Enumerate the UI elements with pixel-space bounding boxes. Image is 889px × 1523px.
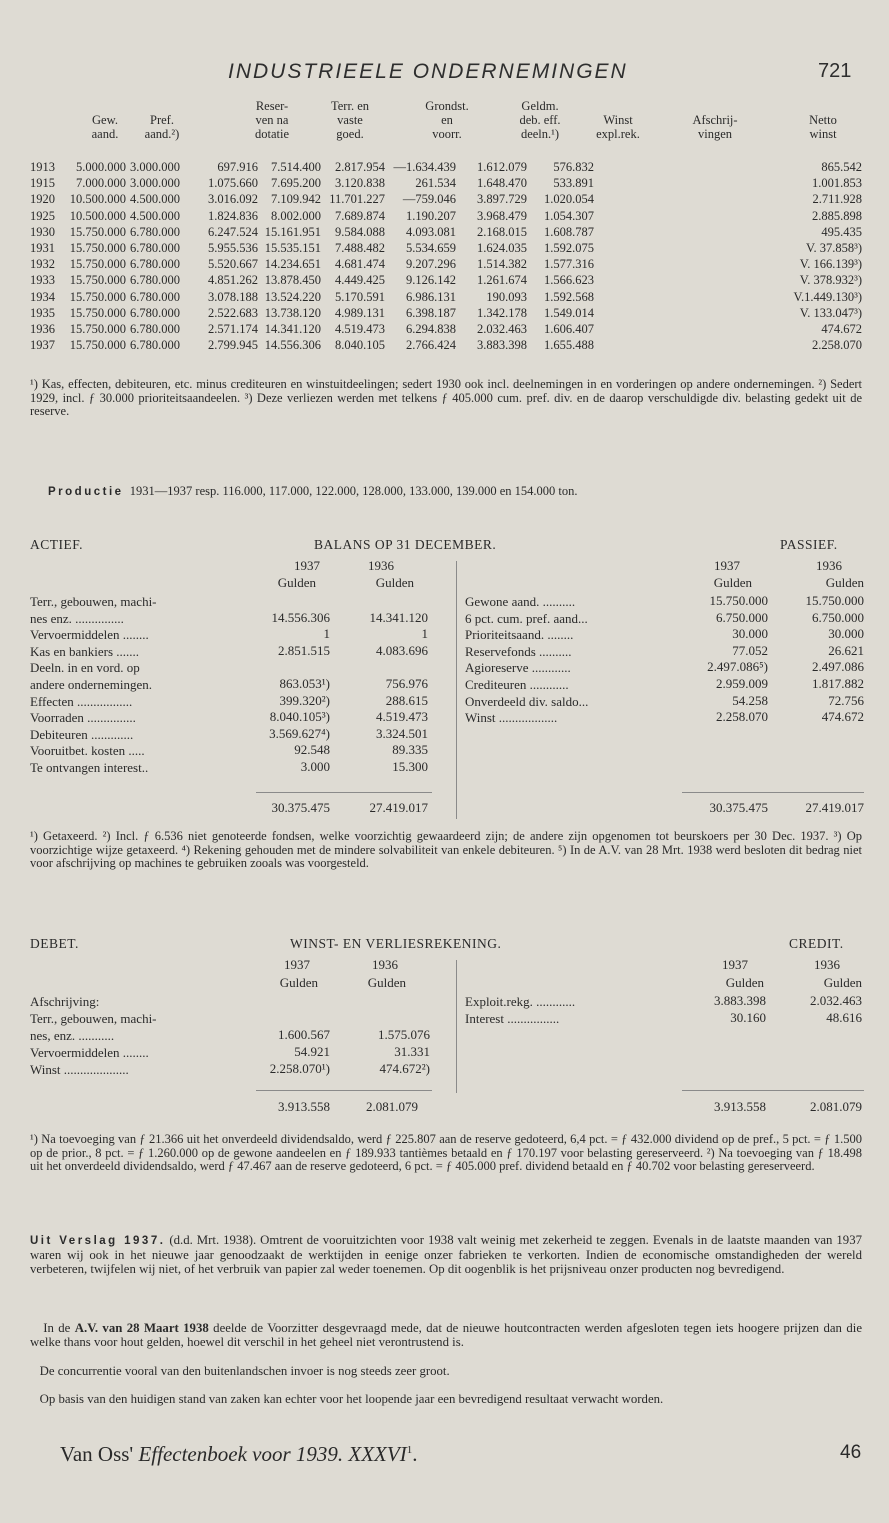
balance-label: Terr., gebouwen, machi- xyxy=(30,594,157,609)
column-header: Netto xyxy=(809,113,837,127)
report-text-2: deelde de Voorzitter desgevraagd mede, dat de nieuwe houtcontracten werden afgesloten tegen iets hoogere prijzen dan die welke thans voor hout gelden, hoewel dit verschil in het geheel niet verontrustend is. xyxy=(30,1321,862,1350)
pl-label: Terr., gebouwen, machi- xyxy=(30,1011,157,1026)
table-cell: 7.488.482 xyxy=(335,241,385,255)
year-cell: 1934 xyxy=(30,289,55,304)
column-subheader: Gulden xyxy=(825,575,864,590)
column-subheader: Gulden xyxy=(725,975,764,990)
table-cell: 7.689.874 xyxy=(335,208,385,223)
footer-page-number: 46 xyxy=(840,1442,862,1463)
column-header: en xyxy=(441,113,453,127)
table-cell: 1.608.787 xyxy=(544,224,594,239)
balance-value: 15.300 xyxy=(392,759,428,774)
balance-value: 15.750.000 xyxy=(805,593,864,608)
production-line xyxy=(48,484,577,499)
column-header: ven na xyxy=(255,113,289,127)
debet-heading: DEBET. xyxy=(30,936,79,951)
table-cell: 697.916 xyxy=(217,160,258,174)
table-cell: 2.032.463 xyxy=(477,322,527,336)
table-cell: 8.040.105 xyxy=(335,338,385,353)
column-header: expl.rek. xyxy=(596,127,640,141)
table-cell: 15.750.000 xyxy=(69,257,126,272)
balance-title: BALANS OP 31 DECEMBER. xyxy=(314,537,497,552)
table-cell: 4.449.425 xyxy=(335,273,385,288)
table-cell: 865.542 xyxy=(821,160,862,174)
footer-title: Effectenboek voor 1939. XXXVI xyxy=(138,1442,407,1466)
pl-value: 474.672²) xyxy=(379,1061,430,1076)
table-cell: 1.075.660 xyxy=(208,176,258,191)
column-header: Winst xyxy=(603,113,633,127)
table-cell: 10.500.000 xyxy=(69,192,126,207)
table-cell: V. 378.932³) xyxy=(799,273,862,288)
pl-label: Afschrijving: xyxy=(30,994,100,1009)
table-cell: 1.549.014 xyxy=(544,305,594,320)
report-paragraph-2 xyxy=(30,1321,862,1349)
report-lead: Uit Verslag 1937. xyxy=(30,1235,166,1247)
balance-value: 26.621 xyxy=(828,642,864,658)
report-text-1: (d.d. Mrt. 1938). Omtrent de vooruitzichten voor 1938 valt weinig met zekerheid te zeggen. Evenals in de laatste maanden van 1937 waren wij ook in het nieuwe jaar genoodzaakt de werktijden in eenige onzer fabrieken te verkorten. Indien de economische omstandigheden der wereld verbeteren, twijfelen wij niet, of het verbruik van papier zal weder toenemen. Op dit oogenblik is het prijsniveau onzer producten nog bevredigend. xyxy=(30,1233,862,1277)
column-header: vingen xyxy=(697,127,733,141)
table-cell: 3.968.479 xyxy=(477,208,527,223)
report-paragraph-1 xyxy=(30,1233,862,1277)
balance-value: 474.672 xyxy=(821,709,864,725)
table-cell: 15.161.951 xyxy=(264,224,321,239)
balance-label: Te ontvangen interest.. xyxy=(30,760,149,775)
production-text: 1931—1937 resp. 116.000, 117.000, 122.000, 128.000, 133.000, 139.000 en 154.000 ton. xyxy=(129,484,578,498)
report-text-2-pre: In de xyxy=(43,1321,71,1335)
balance-value: 1 xyxy=(323,626,330,642)
balance-value: 863.053¹) xyxy=(279,676,330,691)
pl-label: Exploit.rekg. ............ xyxy=(465,994,576,1009)
table-cell: 576.832 xyxy=(553,160,594,174)
column-subheader: Gulden xyxy=(279,975,318,990)
balance-total: 27.419.017 xyxy=(369,800,428,815)
balance-label: Vervoermiddelen ........ xyxy=(30,627,149,643)
balance-label: Deeln. in en vord. op xyxy=(30,660,140,676)
table-cell: 3.883.398 xyxy=(477,338,527,353)
table-cell: 1.648.470 xyxy=(477,176,527,191)
table-cell: V.1.449.130³) xyxy=(793,289,862,304)
pl-label: Vervoermiddelen ........ xyxy=(30,1045,149,1060)
report-paragraph-3 xyxy=(30,1364,862,1378)
pl-label: Winst .................... xyxy=(30,1062,129,1077)
table-cell: 15.750.000 xyxy=(69,224,126,239)
balance-value: 14.556.306 xyxy=(271,609,330,625)
balance-value: 6.750.000 xyxy=(812,609,864,625)
year-cell: 1935 xyxy=(30,305,55,320)
balance-label: 6 pct. cum. pref. aand... xyxy=(465,610,588,626)
balance-label: Kas en bankiers ....... xyxy=(30,643,140,659)
balance-value: 3.324.501 xyxy=(376,725,428,741)
column-header: goed. xyxy=(336,127,364,141)
column-header: deeln.¹) xyxy=(520,127,560,141)
pl-value: 48.616 xyxy=(826,1010,862,1025)
table-cell: 5.955.536 xyxy=(208,241,258,255)
pl-label: Interest ................ xyxy=(465,1011,560,1026)
report-text-3: De concurrentie vooral van den buitenlandschen invoer is nog steeds zeer groot. xyxy=(39,1364,450,1378)
table-cell: 8.002.000 xyxy=(271,208,321,223)
table-cell: 261.534 xyxy=(415,176,456,191)
running-title: INDUSTRIEELE ONDERNEMINGEN xyxy=(228,60,628,83)
table-cell: 6.780.000 xyxy=(130,305,180,320)
pl-value: 2.258.070¹) xyxy=(269,1061,330,1076)
balance-footnote: ¹) Getaxeerd. ²) Incl. ƒ 6.536 niet genoteerde fondsen, welke voorzichtig gewaardeerd zijn; de andere zijn opgenomen tot beurskoers per 30 Dec. 1937. ³) Op voorzichtige wijze getaxeerd. ⁴) Rekening gehouden met de mindere solvabiliteit van enkele debiteuren. ⁵) In de A.V. van 28 Mrt. 1938 werd besloten dit bedrag niet voor afschrijving op machines te gebruiken zooals was voorgesteld. xyxy=(30,829,862,871)
table-cell: 14.556.306 xyxy=(264,338,321,353)
table-cell: 6.780.000 xyxy=(130,322,180,336)
table-cell: 13.878.450 xyxy=(264,273,321,288)
column-subheader: Gulden xyxy=(277,575,316,590)
pl-value: 2.032.463 xyxy=(810,993,862,1008)
column-header: voorr. xyxy=(432,127,462,141)
total-rule xyxy=(682,792,864,793)
table-cell: 4.851.262 xyxy=(208,273,258,288)
table-cell: 9.584.088 xyxy=(335,224,385,239)
table-cell: 3.000.000 xyxy=(130,176,180,191)
table-cell: 9.126.142 xyxy=(406,273,456,288)
year-cell: 1920 xyxy=(30,192,55,207)
column-subheader: Gulden xyxy=(367,975,406,990)
table-cell: 3.120.838 xyxy=(335,176,385,191)
column-subheader: 1937 xyxy=(294,558,320,573)
balance-value: 3.000 xyxy=(300,759,330,774)
pl-title: WINST- EN VERLIESREKENING. xyxy=(290,936,502,951)
balance-label: Debiteuren ............. xyxy=(30,726,134,742)
table-cell: V. 37.858³) xyxy=(806,241,862,255)
table-cell: 15.535.151 xyxy=(264,241,321,255)
column-subheader: 1936 xyxy=(814,957,840,972)
balance-value: 15.750.000 xyxy=(709,593,768,608)
table-cell: 3.016.092 xyxy=(208,192,258,207)
column-header: winst xyxy=(809,127,837,141)
balance-total: 30.375.475 xyxy=(271,800,330,815)
table-cell: 6.780.000 xyxy=(130,257,180,272)
table-cell: 495.435 xyxy=(821,224,862,239)
balance-value: 1.817.882 xyxy=(812,676,864,691)
table-cell: 6.780.000 xyxy=(130,224,180,239)
table-cell: 3.897.729 xyxy=(477,192,527,207)
year-cell: 1915 xyxy=(30,176,55,191)
table-cell: V. 166.139³) xyxy=(799,257,862,272)
year-cell: 1931 xyxy=(30,241,55,255)
total-rule xyxy=(256,1090,432,1091)
table-cell: 15.750.000 xyxy=(69,305,126,320)
balance-label: andere ondernemingen. xyxy=(30,677,153,692)
balance-value: 72.756 xyxy=(828,692,864,708)
table-cell: 533.891 xyxy=(553,176,594,191)
balance-value: 54.258 xyxy=(732,692,768,708)
balance-value: 2.959.009 xyxy=(716,676,768,691)
credit-heading: CREDIT. xyxy=(789,936,844,951)
table-cell: 1.566.623 xyxy=(544,273,594,288)
table-cell: 474.672 xyxy=(821,322,862,336)
column-header: dotatie xyxy=(254,127,289,141)
table-cell: 1.261.674 xyxy=(477,273,527,288)
table-cell: 5.000.000 xyxy=(76,160,126,174)
balance-label: Prioriteitsaand. ........ xyxy=(465,627,574,643)
column-subheader: 1936 xyxy=(372,957,398,972)
actief-heading: ACTIEF. xyxy=(30,537,84,552)
balance-value: 4.083.696 xyxy=(376,642,428,658)
column-subheader: Gulden xyxy=(713,575,752,590)
footer-publisher: Van Oss' xyxy=(60,1442,134,1466)
table-cell: 1.592.568 xyxy=(544,289,594,304)
table-cell: 1.592.075 xyxy=(544,241,594,255)
balance-value: 8.040.105³) xyxy=(269,709,330,725)
column-subheader: Gulden xyxy=(823,975,862,990)
table-cell: 4.989.131 xyxy=(335,305,385,320)
column-header: Terr. en xyxy=(331,99,369,113)
table-cell: 7.695.200 xyxy=(271,176,321,191)
year-cell: 1932 xyxy=(30,257,55,272)
table-cell: 2.885.898 xyxy=(812,208,862,223)
balance-value: 756.976 xyxy=(385,676,428,691)
balance-value: 77.052 xyxy=(732,642,768,658)
table-cell: 14.341.120 xyxy=(264,322,321,336)
column-subheader: 1937 xyxy=(284,957,310,972)
column-header: vaste xyxy=(337,113,363,127)
table-cell: 13.738.120 xyxy=(264,305,321,320)
balance-label: Effecten ................. xyxy=(30,693,133,709)
table-cell: 6.247.524 xyxy=(208,224,258,239)
table-cell: 4.500.000 xyxy=(130,192,180,207)
balance-value: 92.548 xyxy=(294,742,330,758)
table-cell: 1.612.079 xyxy=(477,160,527,174)
column-subheader: 1936 xyxy=(816,558,842,573)
table-cell: 6.294.838 xyxy=(406,322,456,336)
balance-label: nes enz. ............... xyxy=(30,610,124,626)
table-cell: 7.109.942 xyxy=(271,192,321,207)
balance-label: Reservefonds .......... xyxy=(465,643,572,659)
table-cell: 4.500.000 xyxy=(130,208,180,223)
pl-value: 30.160 xyxy=(730,1010,766,1025)
balance-label: Agioreserve ............ xyxy=(465,660,571,676)
pl-total: 2.081.079 xyxy=(366,1099,418,1114)
column-subheader: 1937 xyxy=(714,558,740,573)
table-cell: 9.207.296 xyxy=(406,257,456,272)
table-cell: 15.750.000 xyxy=(69,241,126,255)
table-cell: 1.577.316 xyxy=(544,257,594,272)
book-title-footer: Van Oss' Effectenboek voor 1939. XXXVI$^1$. xyxy=(60,1442,418,1466)
pl-value: 54.921 xyxy=(294,1044,330,1059)
table-cell: V. 133.047³) xyxy=(799,305,862,320)
table-cell: 6.398.187 xyxy=(406,305,456,320)
balance-label: Winst .................. xyxy=(465,710,558,726)
balance-total: 27.419.017 xyxy=(805,800,864,815)
balance-label: Onverdeeld div. saldo... xyxy=(465,693,589,709)
table-cell: 7.000.000 xyxy=(76,176,126,191)
pl-value: 3.883.398 xyxy=(714,993,766,1008)
table-cell: 2.168.015 xyxy=(477,224,527,239)
table-cell: —1.634.439 xyxy=(393,160,456,174)
table-cell: 1.054.307 xyxy=(544,208,594,223)
balance-value: 30.000 xyxy=(732,626,768,642)
year-cell: 1913 xyxy=(30,160,55,174)
table-cell: 1.606.407 xyxy=(544,322,594,336)
table-cell: 6.780.000 xyxy=(130,338,180,353)
table-cell: 1.824.836 xyxy=(208,208,258,223)
balance-label: Vooruitbet. kosten ..... xyxy=(30,743,145,759)
table-cell: 5.170.591 xyxy=(335,289,385,304)
pl-footnote: ¹) Na toevoeging van ƒ 21.366 uit het onverdeeld dividendsaldo, werd ƒ 225.807 aan de reserve gedoteerd, 6,4 pct. = ƒ 432.000 dividend op de pref., 5 pct. = ƒ 1.500 op de prior., 8 pct. = ƒ 1.260.000 op de gewone aandeelen en ƒ 189.933 tantièmes betaald en ƒ 170.197 voor belasting gereserveerd. ²) Na toevoeging van ƒ 18.498 uit het onverdeeld dividendsaldo, werd ƒ 47.467 aan de reserve gedoteerd, 6 pct. = ƒ 405.000 pref. dividend betaald en ƒ 40.702 voor belasting gereserveerd. xyxy=(30,1132,862,1174)
production-label: Productie xyxy=(48,486,124,498)
balance-total: 30.375.475 xyxy=(709,800,768,815)
pl-value: 1.600.567 xyxy=(278,1027,330,1042)
table-cell: 1.624.035 xyxy=(477,241,527,255)
report-text-4: Op basis van den huidigen stand van zaken kan echter voor het loopende jaar een bevredigend resultaat verwacht worden. xyxy=(39,1392,664,1406)
table-cell: 10.500.000 xyxy=(69,208,126,223)
table-cell: 13.524.220 xyxy=(264,289,321,304)
year-cell: 1930 xyxy=(30,224,55,239)
table-cell: 4.681.474 xyxy=(335,257,385,272)
table-cell: 3.000.000 xyxy=(130,160,180,174)
table-cell: 3.078.188 xyxy=(208,289,258,304)
total-rule xyxy=(682,1090,864,1091)
table-cell: 7.514.400 xyxy=(271,160,321,174)
column-divider xyxy=(456,960,457,1093)
pl-total: 3.913.558 xyxy=(714,1099,766,1114)
table-cell: 6.780.000 xyxy=(130,289,180,304)
table-cell: 1.020.054 xyxy=(544,192,594,207)
balance-value: 2.497.086⁵) xyxy=(707,659,768,675)
balance-value: 89.335 xyxy=(392,742,428,758)
balance-value: 6.750.000 xyxy=(716,609,768,625)
column-header: aand. xyxy=(91,127,119,141)
balance-value: 399.320²) xyxy=(279,692,330,708)
pl-label: nes, enz. ........... xyxy=(30,1028,115,1043)
balance-value: 4.519.473 xyxy=(376,709,428,725)
column-header: Geldm. xyxy=(521,99,559,113)
table-cell: 1.190.207 xyxy=(406,208,456,223)
report-text-2-bold: A.V. van 28 Maart 1938 xyxy=(74,1321,209,1335)
year-cell: 1933 xyxy=(30,273,55,288)
table-cell: 15.750.000 xyxy=(69,338,126,353)
column-header: Pref. xyxy=(150,113,174,127)
table-cell: 11.701.227 xyxy=(329,192,385,207)
table-cell: 190.093 xyxy=(486,289,527,304)
pl-value: 31.331 xyxy=(394,1044,430,1059)
table-cell: 5.534.659 xyxy=(406,241,456,255)
balance-label: Voorraden ............... xyxy=(30,710,136,726)
column-header: deb. eff. xyxy=(519,113,561,127)
table-cell: —759.046 xyxy=(402,192,456,207)
table-cell: 2.522.683 xyxy=(208,305,258,320)
year-cell: 1937 xyxy=(30,338,55,353)
table-cell: 4.093.081 xyxy=(406,224,456,239)
pl-total: 3.913.558 xyxy=(278,1099,330,1114)
balance-value: 288.615 xyxy=(385,692,428,708)
table-footnote: ¹) Kas, effecten, debiteuren, etc. minus crediteuren en winstuitdeelingen; sedert 1930 ook incl. deelnemingen in en vorderingen op andere ondernemingen. ²) Sedert 1929, incl. ƒ 30.000 prioriteitsaandeelen. ³) Deze verliezen werden met telkens ƒ 405.000 cum. pref. div. en de daarop verschuldigde div. belasting gedekt uit de reserve. xyxy=(30,377,862,419)
passief-heading: PASSIEF. xyxy=(780,537,838,552)
page-number: 721 xyxy=(818,60,852,82)
table-cell: 2.799.945 xyxy=(208,338,258,353)
balance-value: 2.258.070 xyxy=(716,709,768,725)
balance-value: 2.851.515 xyxy=(278,642,330,658)
table-cell: 1.655.488 xyxy=(544,338,594,353)
table-cell: 15.750.000 xyxy=(69,322,126,336)
balance-label: Gewone aand. .......... xyxy=(465,594,576,609)
column-header: Grondst. xyxy=(425,99,469,113)
table-cell: 1.342.178 xyxy=(477,305,527,320)
balance-value: 3.569.627⁴) xyxy=(269,725,330,741)
column-header: Reser- xyxy=(255,99,289,113)
pl-total: 2.081.079 xyxy=(810,1099,862,1114)
table-cell: 2.571.174 xyxy=(208,322,258,336)
table-cell: 1.514.382 xyxy=(477,257,527,272)
table-cell: 6.780.000 xyxy=(130,241,180,255)
column-subheader: 1936 xyxy=(368,558,394,573)
table-cell: 5.520.667 xyxy=(208,257,258,272)
table-cell: 1.001.853 xyxy=(812,176,862,191)
year-cell: 1936 xyxy=(30,322,55,336)
year-cell: 1925 xyxy=(30,208,55,223)
column-header: aand.²) xyxy=(144,127,180,141)
table-cell: 6.780.000 xyxy=(130,273,180,288)
table-cell: 2.711.928 xyxy=(812,192,862,207)
column-header: Afschrij- xyxy=(692,113,738,127)
footer-sup: 1 xyxy=(406,1444,413,1456)
table-cell: 4.519.473 xyxy=(335,322,385,336)
column-subheader: 1937 xyxy=(722,957,748,972)
balance-value: 2.497.086 xyxy=(812,659,864,675)
table-cell: 2.817.954 xyxy=(335,160,385,174)
table-cell: 6.986.131 xyxy=(406,289,456,304)
table-cell: 2.258.070 xyxy=(812,338,862,353)
table-cell: 15.750.000 xyxy=(69,273,126,288)
report-paragraph-4 xyxy=(30,1392,862,1406)
column-subheader: Gulden xyxy=(375,575,414,590)
table-cell: 2.766.424 xyxy=(406,338,456,353)
balance-label: Crediteuren ............ xyxy=(465,677,569,692)
balance-value: 1 xyxy=(421,626,428,642)
table-cell: 14.234.651 xyxy=(264,257,321,272)
column-divider xyxy=(456,561,457,819)
balance-value: 14.341.120 xyxy=(369,609,428,625)
table-cell: 15.750.000 xyxy=(69,289,126,304)
pl-value: 1.575.076 xyxy=(378,1027,430,1042)
column-header: Gew. xyxy=(92,113,118,127)
balance-value: 30.000 xyxy=(828,626,864,642)
total-rule xyxy=(256,792,432,793)
